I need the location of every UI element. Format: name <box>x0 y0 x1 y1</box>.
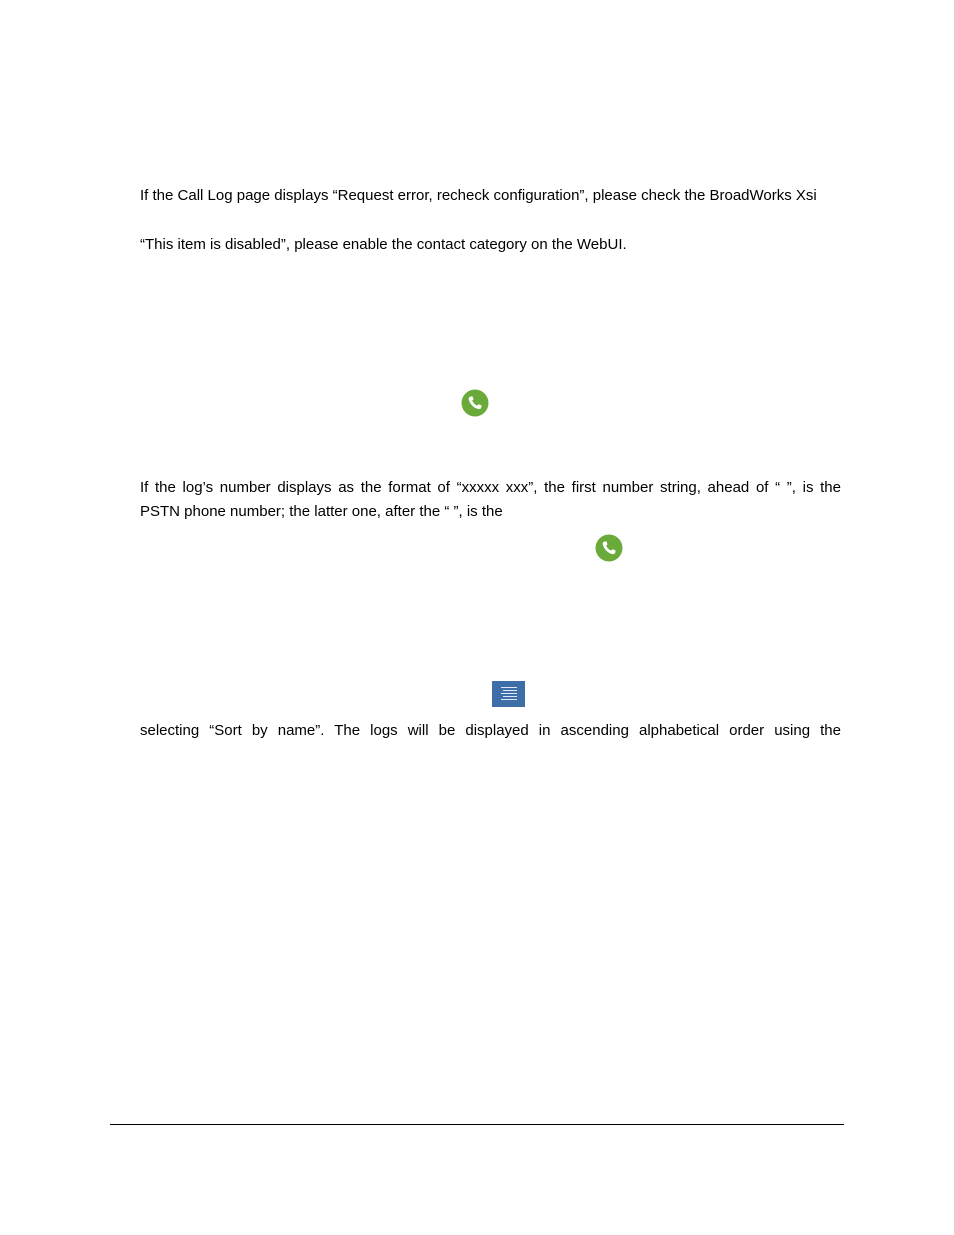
menu-icon <box>492 681 525 707</box>
footer-divider <box>110 1124 844 1125</box>
log-number-text-line2: PSTN phone number; the latter one, after the “ ”, is the <box>140 503 503 520</box>
phone-icon <box>461 389 489 417</box>
phone-icon <box>595 534 623 562</box>
sort-by-name-text: selecting “Sort by name”. The logs will be displayed in ascending alphabetical order using the <box>140 722 841 739</box>
item-disabled-text: “This item is disabled”, please enable the contact category on the WebUI. <box>140 236 627 253</box>
log-number-text-line1: If the log’s number displays as the format of “xxxxx xxx”, the first number string, ahead of “ ”, is the <box>140 479 841 496</box>
call-log-error-text: If the Call Log page displays “Request error, recheck configuration”, please check the BroadWorks Xsi <box>140 187 817 204</box>
